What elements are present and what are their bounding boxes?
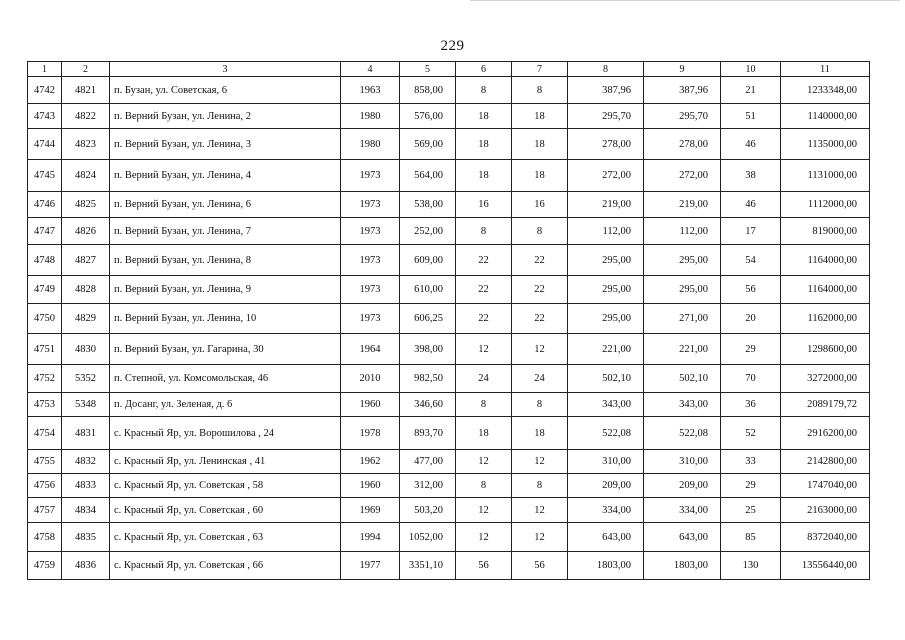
table-cell: 4829 [62, 304, 110, 334]
table-cell: 25 [721, 498, 781, 523]
table-cell: 295,00 [568, 245, 644, 276]
table-cell: 564,00 [400, 160, 456, 192]
column-header: 5 [400, 62, 456, 77]
table-cell: 18 [512, 417, 568, 450]
table-cell: 4825 [62, 192, 110, 218]
table-cell: 8 [512, 393, 568, 417]
table-row [28, 474, 870, 498]
table-cell: с. Красный Яр, ул. Ворошилова , 24 [110, 417, 341, 450]
table-cell: 4823 [62, 129, 110, 160]
table-row [28, 276, 870, 304]
table-cell: 22 [456, 304, 512, 334]
table-cell: 209,00 [568, 474, 644, 498]
table-cell: 310,00 [568, 450, 644, 474]
table-cell: 643,00 [644, 523, 721, 552]
table-cell: 209,00 [644, 474, 721, 498]
table-row [28, 417, 870, 450]
table-cell: 2089179,72 [781, 393, 870, 417]
table-cell: 70 [721, 365, 781, 393]
table-cell: 609,00 [400, 245, 456, 276]
table-cell: 18 [456, 160, 512, 192]
table-cell: 893,70 [400, 417, 456, 450]
table-cell: п. Верний Бузан, ул. Ленина, 3 [110, 129, 341, 160]
column-header: 7 [512, 62, 568, 77]
table-cell: 1980 [341, 129, 400, 160]
table-row [28, 304, 870, 334]
table-cell: 4751 [28, 334, 62, 365]
table-cell: 12 [456, 498, 512, 523]
table-cell: 502,10 [568, 365, 644, 393]
table-cell: 1112000,00 [781, 192, 870, 218]
table-cell: 819000,00 [781, 218, 870, 245]
table-cell: п. Верний Бузан, ул. Гагарина, 30 [110, 334, 341, 365]
table-cell: 1298600,00 [781, 334, 870, 365]
table-cell: 38 [721, 160, 781, 192]
table-cell: 4745 [28, 160, 62, 192]
table-cell: 29 [721, 474, 781, 498]
table-cell: 8 [512, 474, 568, 498]
table-cell: 130 [721, 552, 781, 580]
table-cell: 8 [512, 218, 568, 245]
table-cell: 343,00 [644, 393, 721, 417]
table-row [28, 129, 870, 160]
table-cell: 982,50 [400, 365, 456, 393]
table-cell: 4827 [62, 245, 110, 276]
table-cell: 2010 [341, 365, 400, 393]
table-cell: 4836 [62, 552, 110, 580]
table-cell: 4759 [28, 552, 62, 580]
table-cell: 1980 [341, 104, 400, 129]
table-cell: 295,00 [644, 276, 721, 304]
table-cell: 576,00 [400, 104, 456, 129]
table-cell: 8 [456, 77, 512, 104]
table-cell: 221,00 [568, 334, 644, 365]
table-cell: 13556440,00 [781, 552, 870, 580]
table-cell: 310,00 [644, 450, 721, 474]
table-cell: 3351,10 [400, 552, 456, 580]
table-cell: 22 [456, 245, 512, 276]
page-number: 229 [440, 38, 465, 54]
table-cell: 4748 [28, 245, 62, 276]
table-cell: 29 [721, 334, 781, 365]
table-cell: 295,00 [568, 276, 644, 304]
table-cell: 36 [721, 393, 781, 417]
table-cell: 4750 [28, 304, 62, 334]
table-cell: 1962 [341, 450, 400, 474]
table-cell: 4749 [28, 276, 62, 304]
table-cell: 4831 [62, 417, 110, 450]
table-row [28, 77, 870, 104]
table-cell: 18 [456, 417, 512, 450]
table-cell: 2916200,00 [781, 417, 870, 450]
table-cell: 56 [721, 276, 781, 304]
table-cell: 4830 [62, 334, 110, 365]
table-cell: 24 [512, 365, 568, 393]
table-row [28, 393, 870, 417]
table-cell: 8372040,00 [781, 523, 870, 552]
table-cell: 18 [456, 129, 512, 160]
table-cell: 4754 [28, 417, 62, 450]
table-row [28, 523, 870, 552]
table-cell: 295,00 [568, 304, 644, 334]
table-cell: 12 [512, 498, 568, 523]
table-cell: 1164000,00 [781, 245, 870, 276]
table-cell: 4747 [28, 218, 62, 245]
table-cell: 295,00 [644, 245, 721, 276]
column-header: 9 [644, 62, 721, 77]
table-cell: 643,00 [568, 523, 644, 552]
table-cell: 219,00 [644, 192, 721, 218]
table-cell: 312,00 [400, 474, 456, 498]
table-cell: 12 [512, 450, 568, 474]
table-cell: 503,20 [400, 498, 456, 523]
table-cell: 4822 [62, 104, 110, 129]
table-cell: 2163000,00 [781, 498, 870, 523]
table-cell: 5352 [62, 365, 110, 393]
table-cell: 1052,00 [400, 523, 456, 552]
table-cell: п. Степной, ул. Комсомольская, 46 [110, 365, 341, 393]
table-row [28, 334, 870, 365]
table-cell: с. Красный Яр, ул. Советская , 63 [110, 523, 341, 552]
table-cell: 4755 [28, 450, 62, 474]
table-cell: 33 [721, 450, 781, 474]
table-cell: 4743 [28, 104, 62, 129]
table-row [28, 160, 870, 192]
table-cell: 387,96 [568, 77, 644, 104]
table-cell: 4758 [28, 523, 62, 552]
table-cell: 606,25 [400, 304, 456, 334]
table-cell: 18 [512, 129, 568, 160]
table-cell: 4835 [62, 523, 110, 552]
table-cell: 56 [512, 552, 568, 580]
table-cell: с. Красный Яр, ул. Советская , 58 [110, 474, 341, 498]
table-cell: 1233348,00 [781, 77, 870, 104]
table-cell: п. Досанг, ул. Зеленая, д. 6 [110, 393, 341, 417]
table-cell: 8 [512, 77, 568, 104]
table-cell: 1969 [341, 498, 400, 523]
table-cell: 21 [721, 77, 781, 104]
table-cell: 52 [721, 417, 781, 450]
table-cell: 1131000,00 [781, 160, 870, 192]
table-cell: 1960 [341, 393, 400, 417]
table-cell: 1140000,00 [781, 104, 870, 129]
table-cell: 252,00 [400, 218, 456, 245]
header-row [28, 62, 870, 77]
table-cell: 1162000,00 [781, 304, 870, 334]
table-cell: 85 [721, 523, 781, 552]
table-cell: 18 [512, 104, 568, 129]
table-cell: 112,00 [568, 218, 644, 245]
table-cell: 4746 [28, 192, 62, 218]
table-cell: 16 [512, 192, 568, 218]
table-cell: п. Верний Бузан, ул. Ленина, 8 [110, 245, 341, 276]
table-row [28, 498, 870, 523]
top-rule [470, 0, 900, 4]
table-cell: 18 [512, 160, 568, 192]
table-cell: 1803,00 [568, 552, 644, 580]
table-cell: 4756 [28, 474, 62, 498]
table-cell: 1978 [341, 417, 400, 450]
table-cell: 1973 [341, 245, 400, 276]
table-row [28, 192, 870, 218]
column-header: 11 [781, 62, 870, 77]
table-cell: 295,70 [644, 104, 721, 129]
table-cell: 398,00 [400, 334, 456, 365]
table-body [28, 77, 870, 580]
table-cell: 4757 [28, 498, 62, 523]
table-cell: 221,00 [644, 334, 721, 365]
table-cell: 22 [512, 276, 568, 304]
column-header: 2 [62, 62, 110, 77]
table-cell: 4832 [62, 450, 110, 474]
column-header: 3 [110, 62, 341, 77]
table-cell: 24 [456, 365, 512, 393]
table-cell: 4828 [62, 276, 110, 304]
table-row [28, 245, 870, 276]
table-cell: 1963 [341, 77, 400, 104]
table-cell: 4744 [28, 129, 62, 160]
table-row [28, 218, 870, 245]
table-cell: 1803,00 [644, 552, 721, 580]
table-cell: 1960 [341, 474, 400, 498]
table-cell: 387,96 [644, 77, 721, 104]
register-table [27, 61, 870, 580]
table-cell: 3272000,00 [781, 365, 870, 393]
table-cell: 272,00 [568, 160, 644, 192]
table-cell: п. Верний Бузан, ул. Ленина, 4 [110, 160, 341, 192]
table-cell: 8 [456, 218, 512, 245]
table-cell: 56 [456, 552, 512, 580]
column-header: 1 [28, 62, 62, 77]
table-row [28, 450, 870, 474]
table-cell: 20 [721, 304, 781, 334]
table-cell: п. Верний Бузан, ул. Ленина, 2 [110, 104, 341, 129]
table-cell: 1977 [341, 552, 400, 580]
table-cell: 1973 [341, 160, 400, 192]
table-cell: 1994 [341, 523, 400, 552]
table-cell: 4742 [28, 77, 62, 104]
table-cell: 610,00 [400, 276, 456, 304]
table-cell: 8 [456, 393, 512, 417]
table-cell: 2142800,00 [781, 450, 870, 474]
table-cell: 538,00 [400, 192, 456, 218]
table-cell: 46 [721, 129, 781, 160]
table-cell: 112,00 [644, 218, 721, 245]
column-header: 6 [456, 62, 512, 77]
table-cell: 278,00 [644, 129, 721, 160]
table-row [28, 552, 870, 580]
table-cell: 4824 [62, 160, 110, 192]
table-cell: п. Верний Бузан, ул. Ленина, 7 [110, 218, 341, 245]
table-cell: п. Верний Бузан, ул. Ленина, 6 [110, 192, 341, 218]
table-cell: с. Красный Яр, ул. Ленинская , 41 [110, 450, 341, 474]
table-cell: 1973 [341, 192, 400, 218]
table-cell: 54 [721, 245, 781, 276]
table-row [28, 365, 870, 393]
table-cell: с. Красный Яр, ул. Советская , 66 [110, 552, 341, 580]
table-cell: 51 [721, 104, 781, 129]
table-cell: 1164000,00 [781, 276, 870, 304]
table-cell: 1747040,00 [781, 474, 870, 498]
table-cell: 343,00 [568, 393, 644, 417]
table-cell: 1964 [341, 334, 400, 365]
table-cell: 4834 [62, 498, 110, 523]
table-cell: 346,60 [400, 393, 456, 417]
table-cell: 46 [721, 192, 781, 218]
table-cell: 477,00 [400, 450, 456, 474]
table-cell: 8 [456, 474, 512, 498]
table-cell: 858,00 [400, 77, 456, 104]
table-cell: 272,00 [644, 160, 721, 192]
table-cell: 1135000,00 [781, 129, 870, 160]
table-cell: 17 [721, 218, 781, 245]
table-cell: 1973 [341, 276, 400, 304]
table-cell: 5348 [62, 393, 110, 417]
table-cell: 522,08 [644, 417, 721, 450]
table-cell: 16 [456, 192, 512, 218]
table-cell: 12 [512, 523, 568, 552]
table-cell: 1973 [341, 218, 400, 245]
table-cell: 4833 [62, 474, 110, 498]
table-cell: 22 [456, 276, 512, 304]
table-cell: 271,00 [644, 304, 721, 334]
table-cell: 502,10 [644, 365, 721, 393]
column-header: 8 [568, 62, 644, 77]
table-row [28, 104, 870, 129]
table-cell: 334,00 [644, 498, 721, 523]
table-cell: п. Бузан, ул. Советская, 6 [110, 77, 341, 104]
table-cell: 522,08 [568, 417, 644, 450]
table-cell: с. Красный Яр, ул. Советская , 60 [110, 498, 341, 523]
column-header: 4 [341, 62, 400, 77]
table-cell: 12 [456, 334, 512, 365]
table-cell: п. Верний Бузан, ул. Ленина, 9 [110, 276, 341, 304]
column-header: 10 [721, 62, 781, 77]
table-cell: 12 [456, 450, 512, 474]
table-cell: 295,70 [568, 104, 644, 129]
table-cell: 4753 [28, 393, 62, 417]
table-cell: 278,00 [568, 129, 644, 160]
table-cell: 12 [456, 523, 512, 552]
table-cell: 18 [456, 104, 512, 129]
table-cell: 22 [512, 304, 568, 334]
table-cell: 569,00 [400, 129, 456, 160]
table-cell: 219,00 [568, 192, 644, 218]
table-cell: п. Верний Бузан, ул. Ленина, 10 [110, 304, 341, 334]
table-cell: 4826 [62, 218, 110, 245]
table-cell: 4752 [28, 365, 62, 393]
table-cell: 1973 [341, 304, 400, 334]
table-cell: 4821 [62, 77, 110, 104]
table-cell: 334,00 [568, 498, 644, 523]
table-cell: 22 [512, 245, 568, 276]
table-cell: 12 [512, 334, 568, 365]
